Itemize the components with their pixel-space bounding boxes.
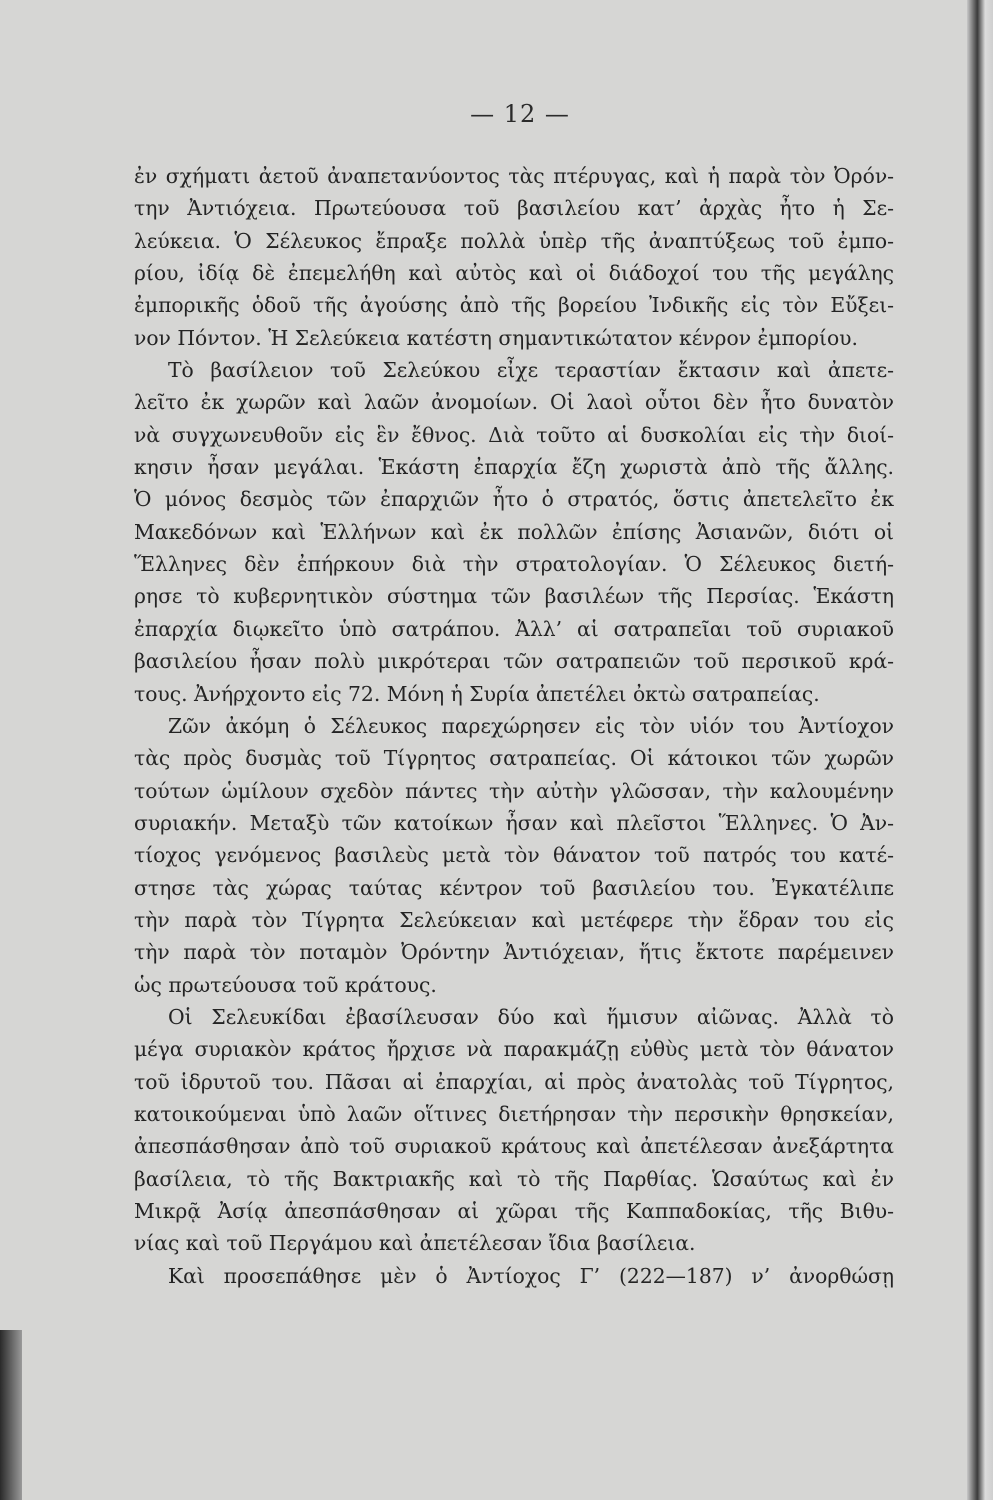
text-line: τοῦ ἱδρυτοῦ του. Πᾶσαι αἱ ἐπαρχίαι, αἱ πρὸς ἀνατολὰς τοῦ Τίγρητος, bbox=[134, 1069, 894, 1094]
text-line: τίοχος γενόμενος βασιλεὺς μετὰ τὸν θάνατον τοῦ πατρός του κατέ- bbox=[134, 843, 894, 868]
text-line: βασιλείου ἦσαν πολὺ μικρότεραι τῶν σατραπειῶν τοῦ περσικοῦ κρά- bbox=[134, 649, 894, 674]
text-line: νὰ συγχωνευθοῦν εἰς ἓν ἔθνος. Διὰ τοῦτο αἱ δυσκολίαι εἰς τὴν διοί- bbox=[134, 422, 894, 447]
text-line: συριακήν. Μεταξὺ τῶν κατοίκων ἦσαν καὶ πλεῖστοι Ἕλληνες. Ὁ Ἀν- bbox=[134, 810, 894, 835]
text-line: νίας καὶ τοῦ Περγάμου καὶ ἀπετέλεσαν ἴδια βασίλεια. bbox=[134, 1231, 696, 1256]
text-line: ἐπαρχία διῳκεῖτο ὑπὸ σατράπου. Ἀλλ’ αἱ σατραπεῖαι τοῦ συριακοῦ bbox=[134, 616, 894, 641]
body-text bbox=[134, 160, 894, 1292]
text-line: μέγα συριακὸν κράτος ἤρχισε νὰ παρακμάζῃ εὐθὺς μετὰ τὸν θάνατον bbox=[134, 1037, 894, 1062]
text-line: ρίου, ἰδίᾳ δὲ ἐπεμελήθη καὶ αὐτὸς καὶ οἱ διάδοχοί του τῆς μεγάλης bbox=[134, 261, 894, 286]
text-line: τούτων ὡμίλουν σχεδὸν πάντες τὴν αὐτὴν γλῶσσαν, τὴν καλουμένην bbox=[134, 778, 894, 803]
text-line: Ζῶν ἀκόμη ὁ Σέλευκος παρεχώρησεν εἰς τὸν υἱόν του Ἀντίοχον bbox=[168, 713, 894, 738]
text-line: τὴν παρὰ τὸν Τίγρητα Σελεύκειαν καὶ μετέφερε τὴν ἕδραν του εἰς bbox=[134, 907, 894, 932]
text-line: ὡς πρωτεύουσα τοῦ κράτους. bbox=[134, 972, 437, 997]
text-line: βασίλεια, τὸ τῆς Βακτριακῆς καὶ τὸ τῆς Παρθίας. Ὡσαύτως καὶ ἐν bbox=[134, 1166, 894, 1191]
text-line: λεῖτο ἐκ χωρῶν καὶ λαῶν ἀνομοίων. Οἱ λαοὶ οὗτοι δὲν ἦτο δυνατὸν bbox=[134, 390, 894, 415]
text-line: ἐμπορικῆς ὁδοῦ τῆς ἀγούσης ἀπὸ τῆς βορείου Ἰνδικῆς εἰς τὸν Εὔξει- bbox=[134, 293, 894, 318]
text-line: κατοικούμεναι ὑπὸ λαῶν οἵτινες διετήρησαν τὴν περσικὴν θρησκείαν, bbox=[134, 1101, 894, 1126]
text-line: Οἱ Σελευκίδαι ἐβασίλευσαν δύο καὶ ἥμισυν αἰῶνας. Ἀλλὰ τὸ bbox=[168, 1004, 894, 1029]
text-line: τους. Ἀνήρχοντο εἰς 72. Μόνη ἡ Συρία ἀπετέλει ὀκτὼ σατραπείας. bbox=[134, 681, 820, 706]
text-line: ἀπεσπάσθησαν ἀπὸ τοῦ συριακοῦ κράτους καὶ ἀπετέλεσαν ἀνεξάρτητα bbox=[134, 1134, 894, 1159]
text-line: Τὸ βασίλειον τοῦ Σελεύκου εἶχε τεραστίαν ἔκτασιν καὶ ἀπετε- bbox=[168, 358, 894, 383]
text-line: Ὁ μόνος δεσμὸς τῶν ἐπαρχιῶν ἦτο ὁ στρατός, ὅστις ἀπετελεῖτο ἐκ bbox=[134, 487, 894, 512]
text-line: στησε τὰς χώρας ταύτας κέντρον τοῦ βασιλείου του. Ἐγκατέλιπε bbox=[134, 875, 894, 900]
text-line: νον Πόντον. Ἡ Σελεύκεια κατέστη σημαντικώτατον κένρον ἐμπορίου. bbox=[134, 325, 858, 350]
text-line: ρησε τὸ κυβερνητικὸν σύστημα τῶν βασιλέων τῆς Περσίας. Ἑκάστη bbox=[134, 584, 894, 609]
text-line: τὴν παρὰ τὸν ποταμὸν Ὀρόντην Ἀντιόχειαν, ἥτις ἔκτοτε παρέμεινεν bbox=[134, 940, 894, 965]
text-line: την Ἀντιόχεια. Πρωτεύουσα τοῦ βασιλείου κατ’ ἀρχὰς ἦτο ἡ Σε- bbox=[134, 196, 894, 221]
text-line: Μικρᾷ Ἀσίᾳ ἀπεσπάσθησαν αἱ χῶραι τῆς Καππαδοκίας, τῆς Βιθυ- bbox=[134, 1199, 894, 1223]
text-line: Ἕλληνες δὲν ἐπήρκουν διὰ τὴν στρατολογίαν. Ὁ Σέλευκος διετή- bbox=[134, 552, 894, 577]
page-binding-edge bbox=[967, 0, 993, 1500]
page-corner-shadow bbox=[0, 1330, 22, 1500]
text-line: ἐν σχήματι ἀετοῦ ἀναπετανύοντος τὰς πτέρυγας, καὶ ἡ παρὰ τὸν Ὀρόν- bbox=[134, 164, 894, 188]
text-line: τὰς πρὸς δυσμὰς τοῦ Τίγρητος σατραπείας. Οἱ κάτοικοι τῶν χωρῶν bbox=[134, 746, 894, 771]
text-line: κησιν ἦσαν μεγάλαι. Ἑκάστη ἐπαρχία ἔζη χωριστὰ ἀπὸ τῆς ἄλλης. bbox=[134, 455, 894, 480]
text-line: Καὶ προσεπάθησε μὲν ὁ Ἀντίοχος Γ’ (222—187) ν’ ἀνορθώσῃ bbox=[168, 1263, 894, 1288]
page-number: — 12 — bbox=[470, 100, 570, 128]
text-line: λεύκεια. Ὁ Σέλευκος ἔπραξε πολλὰ ὑπὲρ τῆς ἀναπτύξεως τοῦ ἐμπο- bbox=[134, 228, 894, 253]
text-line: Μακεδόνων καὶ Ἑλλήνων καὶ ἐκ πολλῶν ἐπίσης Ἀσιανῶν, διότι οἱ bbox=[134, 519, 894, 544]
